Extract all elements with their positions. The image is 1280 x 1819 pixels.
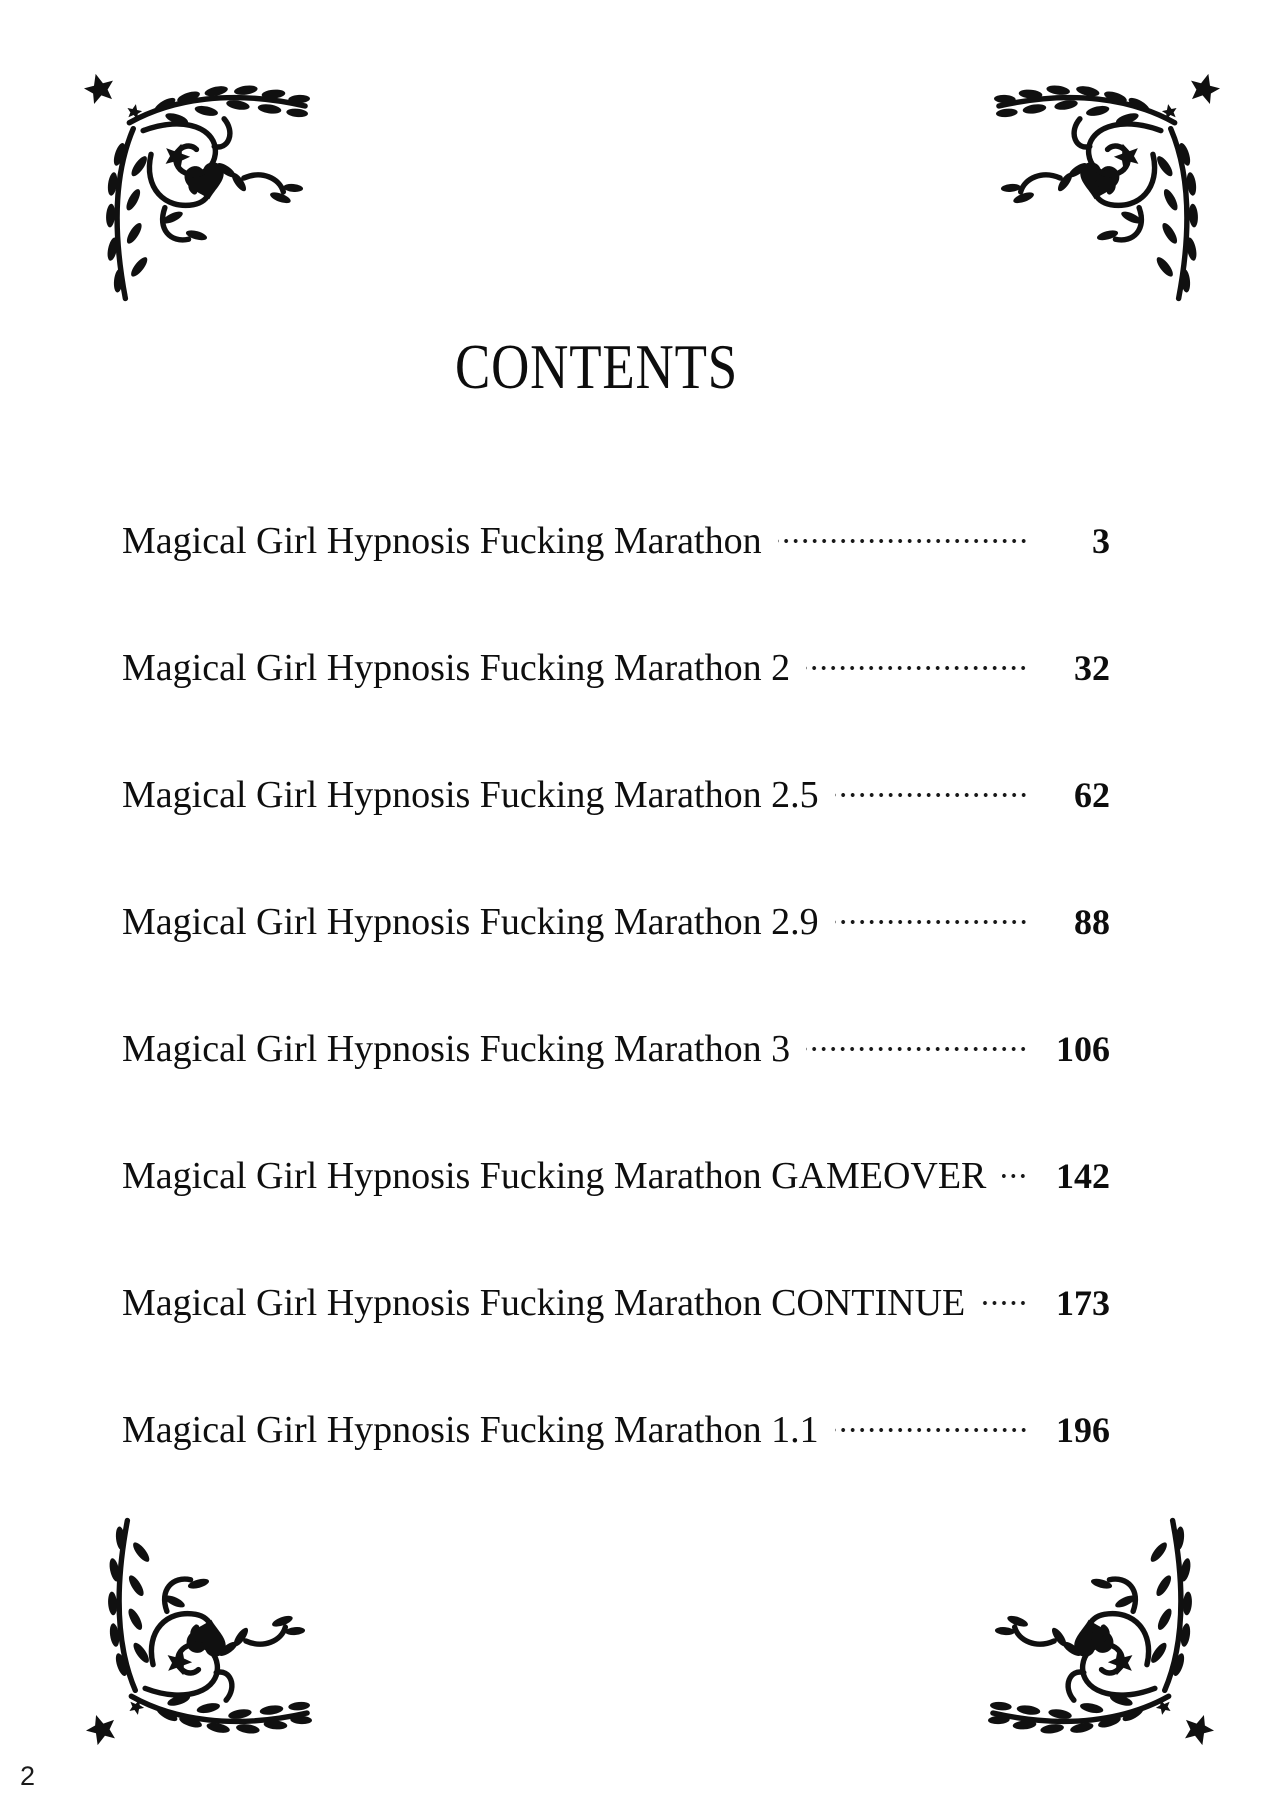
toc-entry-page-number: 62 bbox=[1074, 774, 1110, 815]
toc-entry-row bbox=[122, 477, 1110, 604]
toc-entry-title: Magical Girl Hypnosis Fucking Marathon 3 bbox=[122, 1027, 791, 1070]
toc-entry-title: Magical Girl Hypnosis Fucking Marathon 2.9 bbox=[122, 900, 819, 943]
toc-entry-row bbox=[122, 1239, 1110, 1366]
dotted-leader bbox=[1002, 1174, 1028, 1178]
page-number: 2 bbox=[20, 1761, 36, 1791]
toc-entry-row bbox=[122, 731, 1110, 858]
toc-entry-title: Magical Girl Hypnosis Fucking Marathon 2.5 bbox=[122, 773, 819, 816]
toc-entry-page-number: 142 bbox=[1056, 1155, 1110, 1196]
toc-entry-page-number: 196 bbox=[1056, 1409, 1110, 1450]
toc-entry-page-number: 32 bbox=[1074, 647, 1110, 688]
dotted-leader bbox=[806, 666, 1028, 670]
toc-entry-title: Magical Girl Hypnosis Fucking Marathon CONTINUE bbox=[122, 1281, 966, 1324]
dotted-leader bbox=[835, 793, 1028, 797]
dotted-leader bbox=[835, 920, 1028, 924]
toc-entry-row bbox=[122, 985, 1110, 1112]
floral-corner-flourish-icon bbox=[994, 58, 1226, 303]
dotted-leader bbox=[981, 1301, 1028, 1305]
toc-entry-row bbox=[122, 604, 1110, 731]
toc-list bbox=[122, 477, 1110, 1493]
contents-title-wrap bbox=[0, 332, 1192, 402]
page-title: CONTENTS bbox=[454, 332, 738, 402]
toc-entry-title: Magical Girl Hypnosis Fucking Marathon bbox=[122, 519, 762, 562]
floral-corner-flourish-icon bbox=[80, 1516, 312, 1761]
toc-entry-row bbox=[122, 1366, 1110, 1493]
dotted-leader bbox=[806, 1047, 1028, 1051]
toc-entry-title: Magical Girl Hypnosis Fucking Marathon 2 bbox=[122, 646, 791, 689]
dotted-leader bbox=[835, 1428, 1028, 1432]
toc-entry-title: Magical Girl Hypnosis Fucking Marathon GAMEOVER bbox=[122, 1154, 987, 1197]
floral-corner-flourish-icon bbox=[78, 58, 310, 303]
toc-entry-page-number: 88 bbox=[1074, 901, 1110, 942]
toc-entry-row bbox=[122, 858, 1110, 985]
dotted-leader bbox=[778, 539, 1028, 543]
toc-entry-title: Magical Girl Hypnosis Fucking Marathon 1.1 bbox=[122, 1408, 819, 1451]
toc-entry-row bbox=[122, 1112, 1110, 1239]
toc-entry-page-number: 173 bbox=[1056, 1282, 1110, 1323]
toc-entry-page-number: 106 bbox=[1056, 1028, 1110, 1069]
toc-entry-page-number: 3 bbox=[1092, 520, 1110, 561]
floral-corner-flourish-icon bbox=[988, 1516, 1220, 1761]
